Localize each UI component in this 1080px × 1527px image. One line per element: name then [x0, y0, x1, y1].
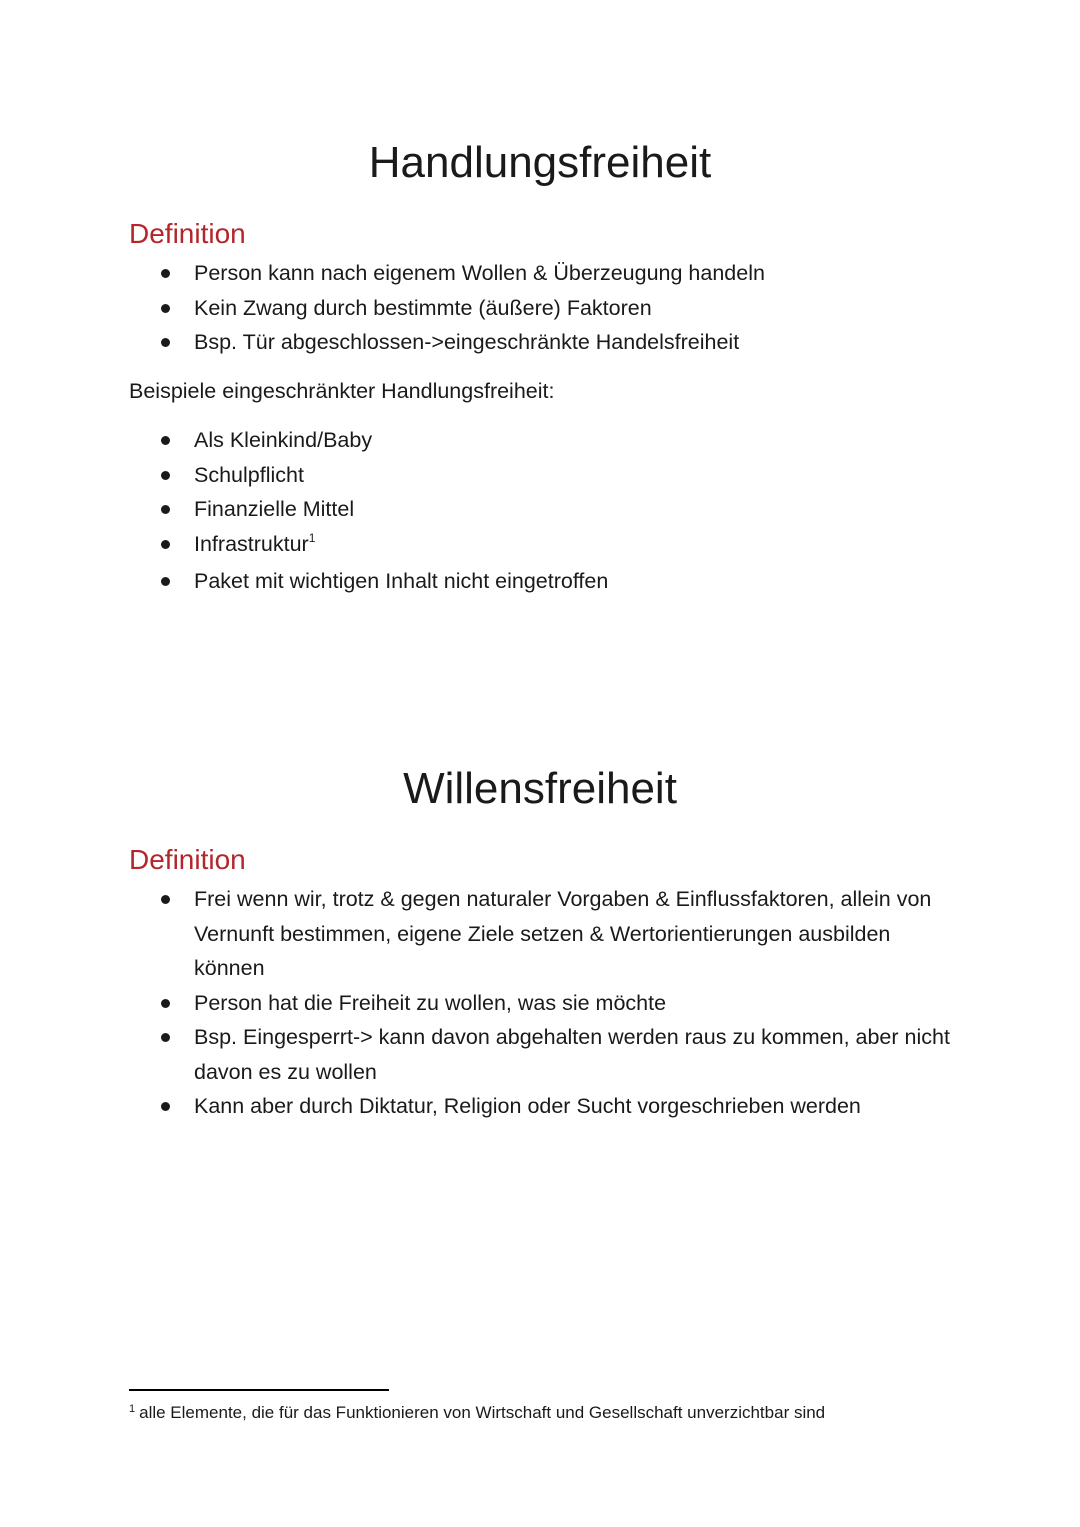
list-item: [152, 564, 962, 599]
list-item: [152, 458, 962, 493]
list-item-text: Als Kleinkind/Baby: [194, 428, 373, 452]
bullet-icon: [161, 338, 170, 347]
examples-label: Beispiele eingeschränkter Handlungsfreiheit:: [129, 379, 555, 403]
list-item: [152, 1089, 962, 1124]
list-item: [152, 986, 962, 1021]
bullet-icon: [161, 436, 170, 445]
definition-heading-willensfreiheit: Definition: [129, 844, 246, 875]
list-item-text: Bsp. Eingesperrt-> kann davon abgehalten werden raus zu kommen, aber nicht davon es zu wollen: [194, 1025, 950, 1084]
list-item-text: Infrastruktur: [194, 531, 309, 556]
list-item-text: Bsp. Tür abgeschlossen->eingeschränkte Handelsfreiheit: [194, 330, 740, 354]
list-item: [152, 325, 962, 360]
list-item: [152, 1020, 962, 1089]
examples-list: [152, 423, 962, 599]
list-item-text: Schulpflicht: [194, 462, 304, 487]
list-item: [152, 291, 962, 326]
footnote-mark: 1: [129, 1403, 136, 1415]
bullet-icon: [161, 269, 170, 278]
list-item-text: Kein Zwang durch bestimmte (äußere) Faktoren: [194, 295, 652, 320]
list-item-text: Paket mit wichtigen Inhalt nicht eingetroffen: [194, 569, 609, 593]
bullet-icon: [161, 1033, 170, 1042]
definition-heading-handlungsfreiheit: Definition: [129, 218, 246, 249]
definition-list-willensfreiheit: [152, 882, 962, 1124]
list-item: [152, 527, 962, 565]
footnote-divider: [129, 1389, 389, 1391]
list-item: [152, 423, 962, 458]
list-item-text: Frei wenn wir, trotz & gegen naturaler Vorgaben & Einflussfaktoren, allein von Vernunft bestimmen, eigene Ziele setzen & Wertorientierungen ausbilden können: [194, 887, 932, 980]
list-item: [152, 492, 962, 527]
bullet-icon: [161, 304, 170, 313]
list-item-text: Kann aber durch Diktatur, Religion oder Sucht vorgeschrieben werden: [194, 1094, 861, 1118]
footnote: [129, 1402, 825, 1426]
list-item: [152, 256, 962, 291]
list-item-text: Finanzielle Mittel: [194, 497, 355, 521]
definition-list-handlungsfreiheit: [152, 256, 962, 360]
section-title-willensfreiheit: Willensfreiheit: [403, 764, 677, 813]
section-title-handlungsfreiheit: Handlungsfreiheit: [368, 138, 712, 187]
bullet-icon: [161, 505, 170, 514]
bullet-icon: [161, 540, 170, 549]
bullet-icon: [161, 1102, 170, 1111]
list-item-text: Person kann nach eigenem Wollen & Überzeugung handeln: [194, 261, 765, 285]
list-item: [152, 882, 962, 986]
bullet-icon: [161, 471, 170, 480]
bullet-icon: [161, 895, 170, 904]
bullet-icon: [161, 577, 170, 586]
footnote-text: alle Elemente, die für das Funktionieren von Wirtschaft und Gesellschaft unverzichtbar sind: [139, 1403, 826, 1422]
footnote-reference[interactable]: 1: [308, 530, 316, 545]
bullet-icon: [161, 999, 170, 1008]
list-item-text: Person hat die Freiheit zu wollen, was sie möchte: [194, 990, 667, 1015]
